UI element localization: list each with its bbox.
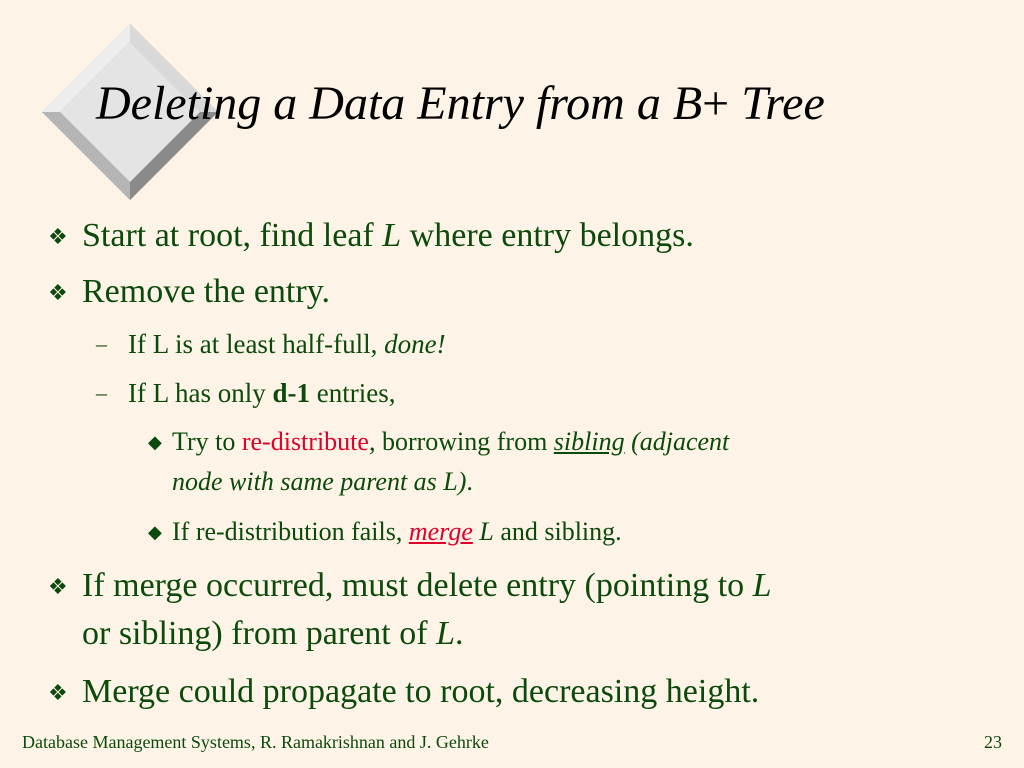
bullet-marker-icon: ❖	[48, 280, 68, 305]
slide: Deleting a Data Entry from a B+ Tree ❖ Start at root, find leaf L where entry belongs. ❖ Remove the entry. – If L is at least half-full, done! – If L has only d-1 entries, ◆ Try to re-distribute, borrowing from sibling (adjacent node with same parent as L). ◆ If re-distribution fails, merge L and sibling. ❖ If merge occurred, must delete entry (pointing to L or sibling) from parent of L. ❖ Merge could propagate to root, decreasing height. Database Management Systems, R. Ramakrishnan and J. Gehrke 23	[0, 0, 1024, 768]
page-number: 23	[984, 732, 1002, 752]
dash-marker: –	[96, 331, 107, 356]
bullet-marker-icon: ❖	[48, 574, 68, 599]
bullet-marker-icon: ❖	[48, 680, 68, 705]
footer-credit: Database Management Systems, R. Ramakrishnan and J. Gehrke	[22, 732, 489, 752]
bullet-marker-icon: ❖	[48, 224, 68, 249]
page-title: Deleting a Data Entry from a B+ Tree	[96, 77, 825, 130]
diamond-marker-icon: ◆	[148, 432, 162, 452]
dash-marker: –	[96, 380, 107, 405]
diamond-marker-icon: ◆	[148, 522, 162, 542]
